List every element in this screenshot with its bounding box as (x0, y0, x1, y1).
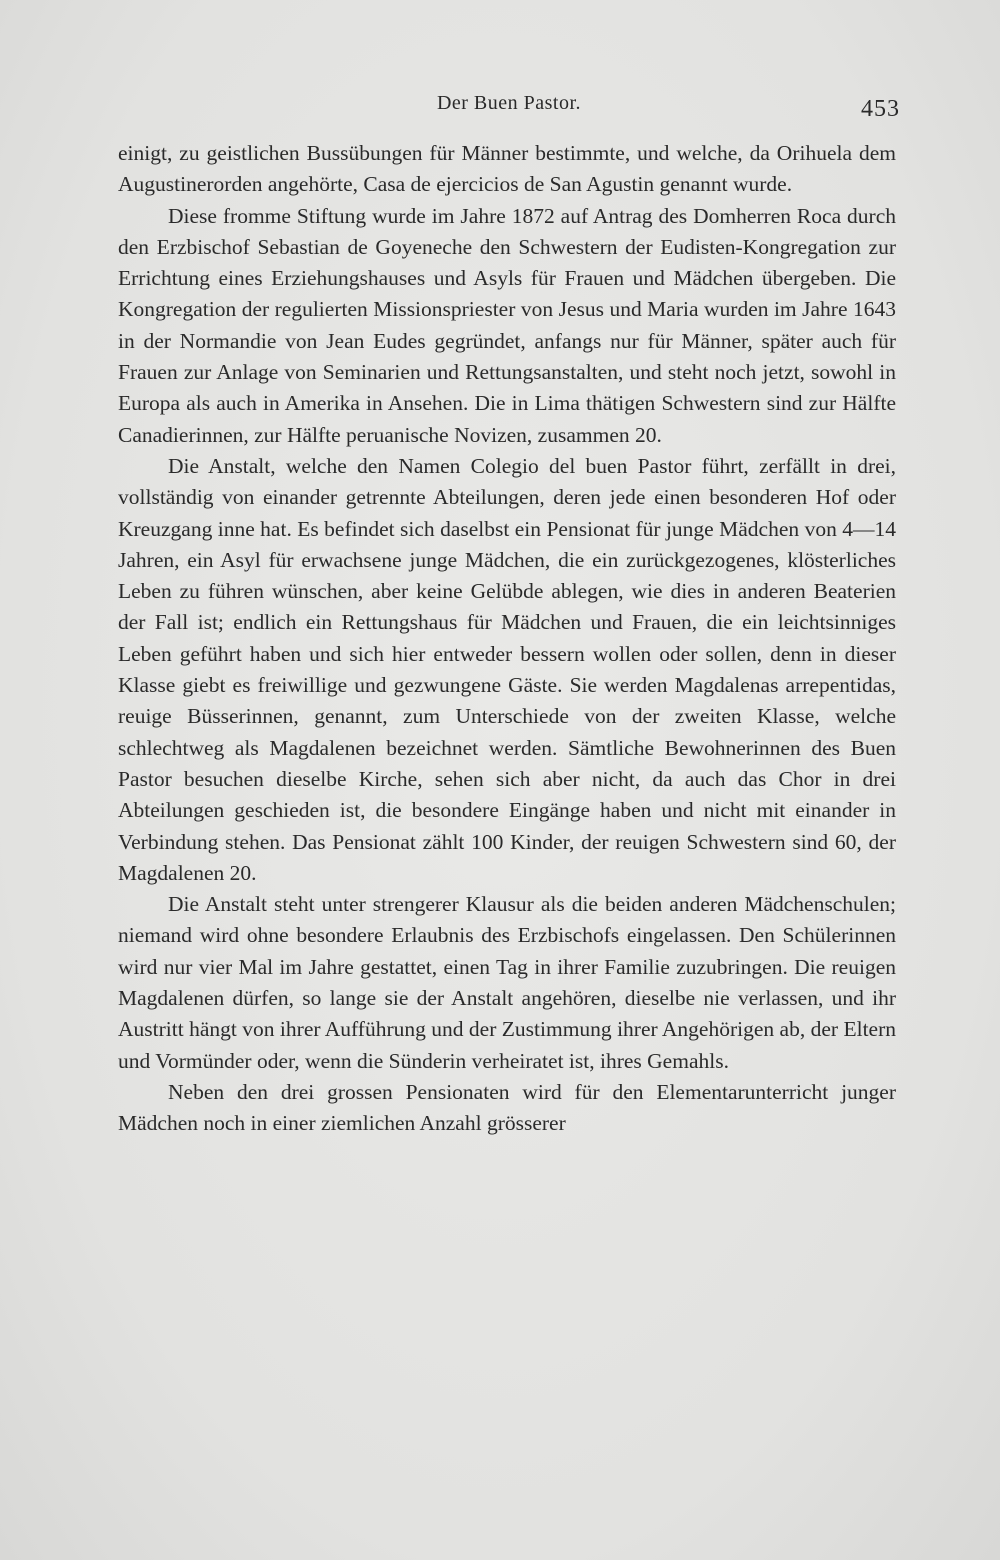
running-title: Der Buen Pastor. (436, 92, 582, 114)
page-header (118, 88, 900, 128)
paragraph-continuation: einigt, zu geistlichen Bussübungen für Männer bestimmte, und welche, da Orihuela dem Augustinerorden angehörte, Casa de ejercicios de San Agustin genannt wurde. (118, 141, 896, 197)
page-number: 453 (861, 96, 900, 122)
paragraph: Neben den drei grossen Pensionaten wird für den Elementarunterricht junger Mädchen noch in einer ziemlichen Anzahl grösserer (118, 1079, 896, 1136)
paragraph: Die Anstalt steht unter strengerer Klausur als die beiden anderen Mädchenschulen; niemand wird ohne besondere Erlaubnis des Erzbischofs eingelassen. Den Schülerinnen wird nur vier Mal im Jahre gestattet, einen Tag in ihrer Familie zuzubringen. Die reuigen Magdalenen dürfen, so lange sie der Anstalt angehören, dieselbe nie verlassen, und ihr Austritt hängt von ihrer Aufführung und der Zustimmung ihrer Angehörigen ab, der Eltern und Vormünder oder, wenn die Sünderin verheiratet ist, ihres Gemahls. (118, 892, 896, 1073)
body-text (118, 138, 896, 1140)
paragraph: Die Anstalt, welche den Namen Colegio del buen Pastor führt, zerfällt in drei, vollständig von einander getrennte Abteilungen, deren jede einen besonderen Hof oder Kreuzgang inne hat. Es befindet sich daselbst ein Pensionat für junge Mädchen von 4—14 Jahren, ein Asyl für erwachsene junge Mädchen, die ein zurückgezogenes, klösterliches Leben zu führen wünschen, aber keine Gelübde ablegen, wie dies in anderen Beaterien der Fall ist; endlich ein Rettungshaus für Mädchen und Frauen, die ein leichtsinniges Leben geführt haben und sich hier entweder bessern wollen oder sollen, denn in dieser Klasse giebt es freiwillige und gezwungene Gäste. Sie werden Magdalenas arrepentidas, reuige Büsserinnen, genannt, zum Unterschiede von der zweiten Klasse, welche schlechtweg als Magdalenen bezeichnet werden. Sämtliche Bewohnerinnen des Buen Pastor besuchen dieselbe Kirche, sehen sich aber nicht, da auch das Chor in drei Abteilungen geschieden ist, die besondere Eingänge haben und nicht mit einander in Verbindung stehen. Das Pensionat zählt 100 Kinder, der reuigen Schwestern sind 60, der Magdalenen 20. (118, 453, 896, 885)
paragraph: Diese fromme Stiftung wurde im Jahre 1872 auf Antrag des Domherren Roca durch den Erzbischof Sebastian de Goyeneche den Schwestern der Eudisten-Kongregation zur Errichtung eines Erziehungshauses und Asyls für Frauen und Mädchen übergeben. Die Kongregation der regulierten Missionspriester von Jesus und Maria wurden im Jahre 1643 in der Normandie von Jean Eudes gegründet, anfangs nur für Männer, später auch für Frauen zur Anlage von Seminarien und Rettungsanstalten, und steht noch jetzt, sowohl in Europa als auch in Amerika in Ansehen. Die in Lima thätigen Schwestern sind zur Hälfte Canadierinnen, zur Hälfte peruanische Novizen, zusammen 20. (118, 203, 896, 447)
